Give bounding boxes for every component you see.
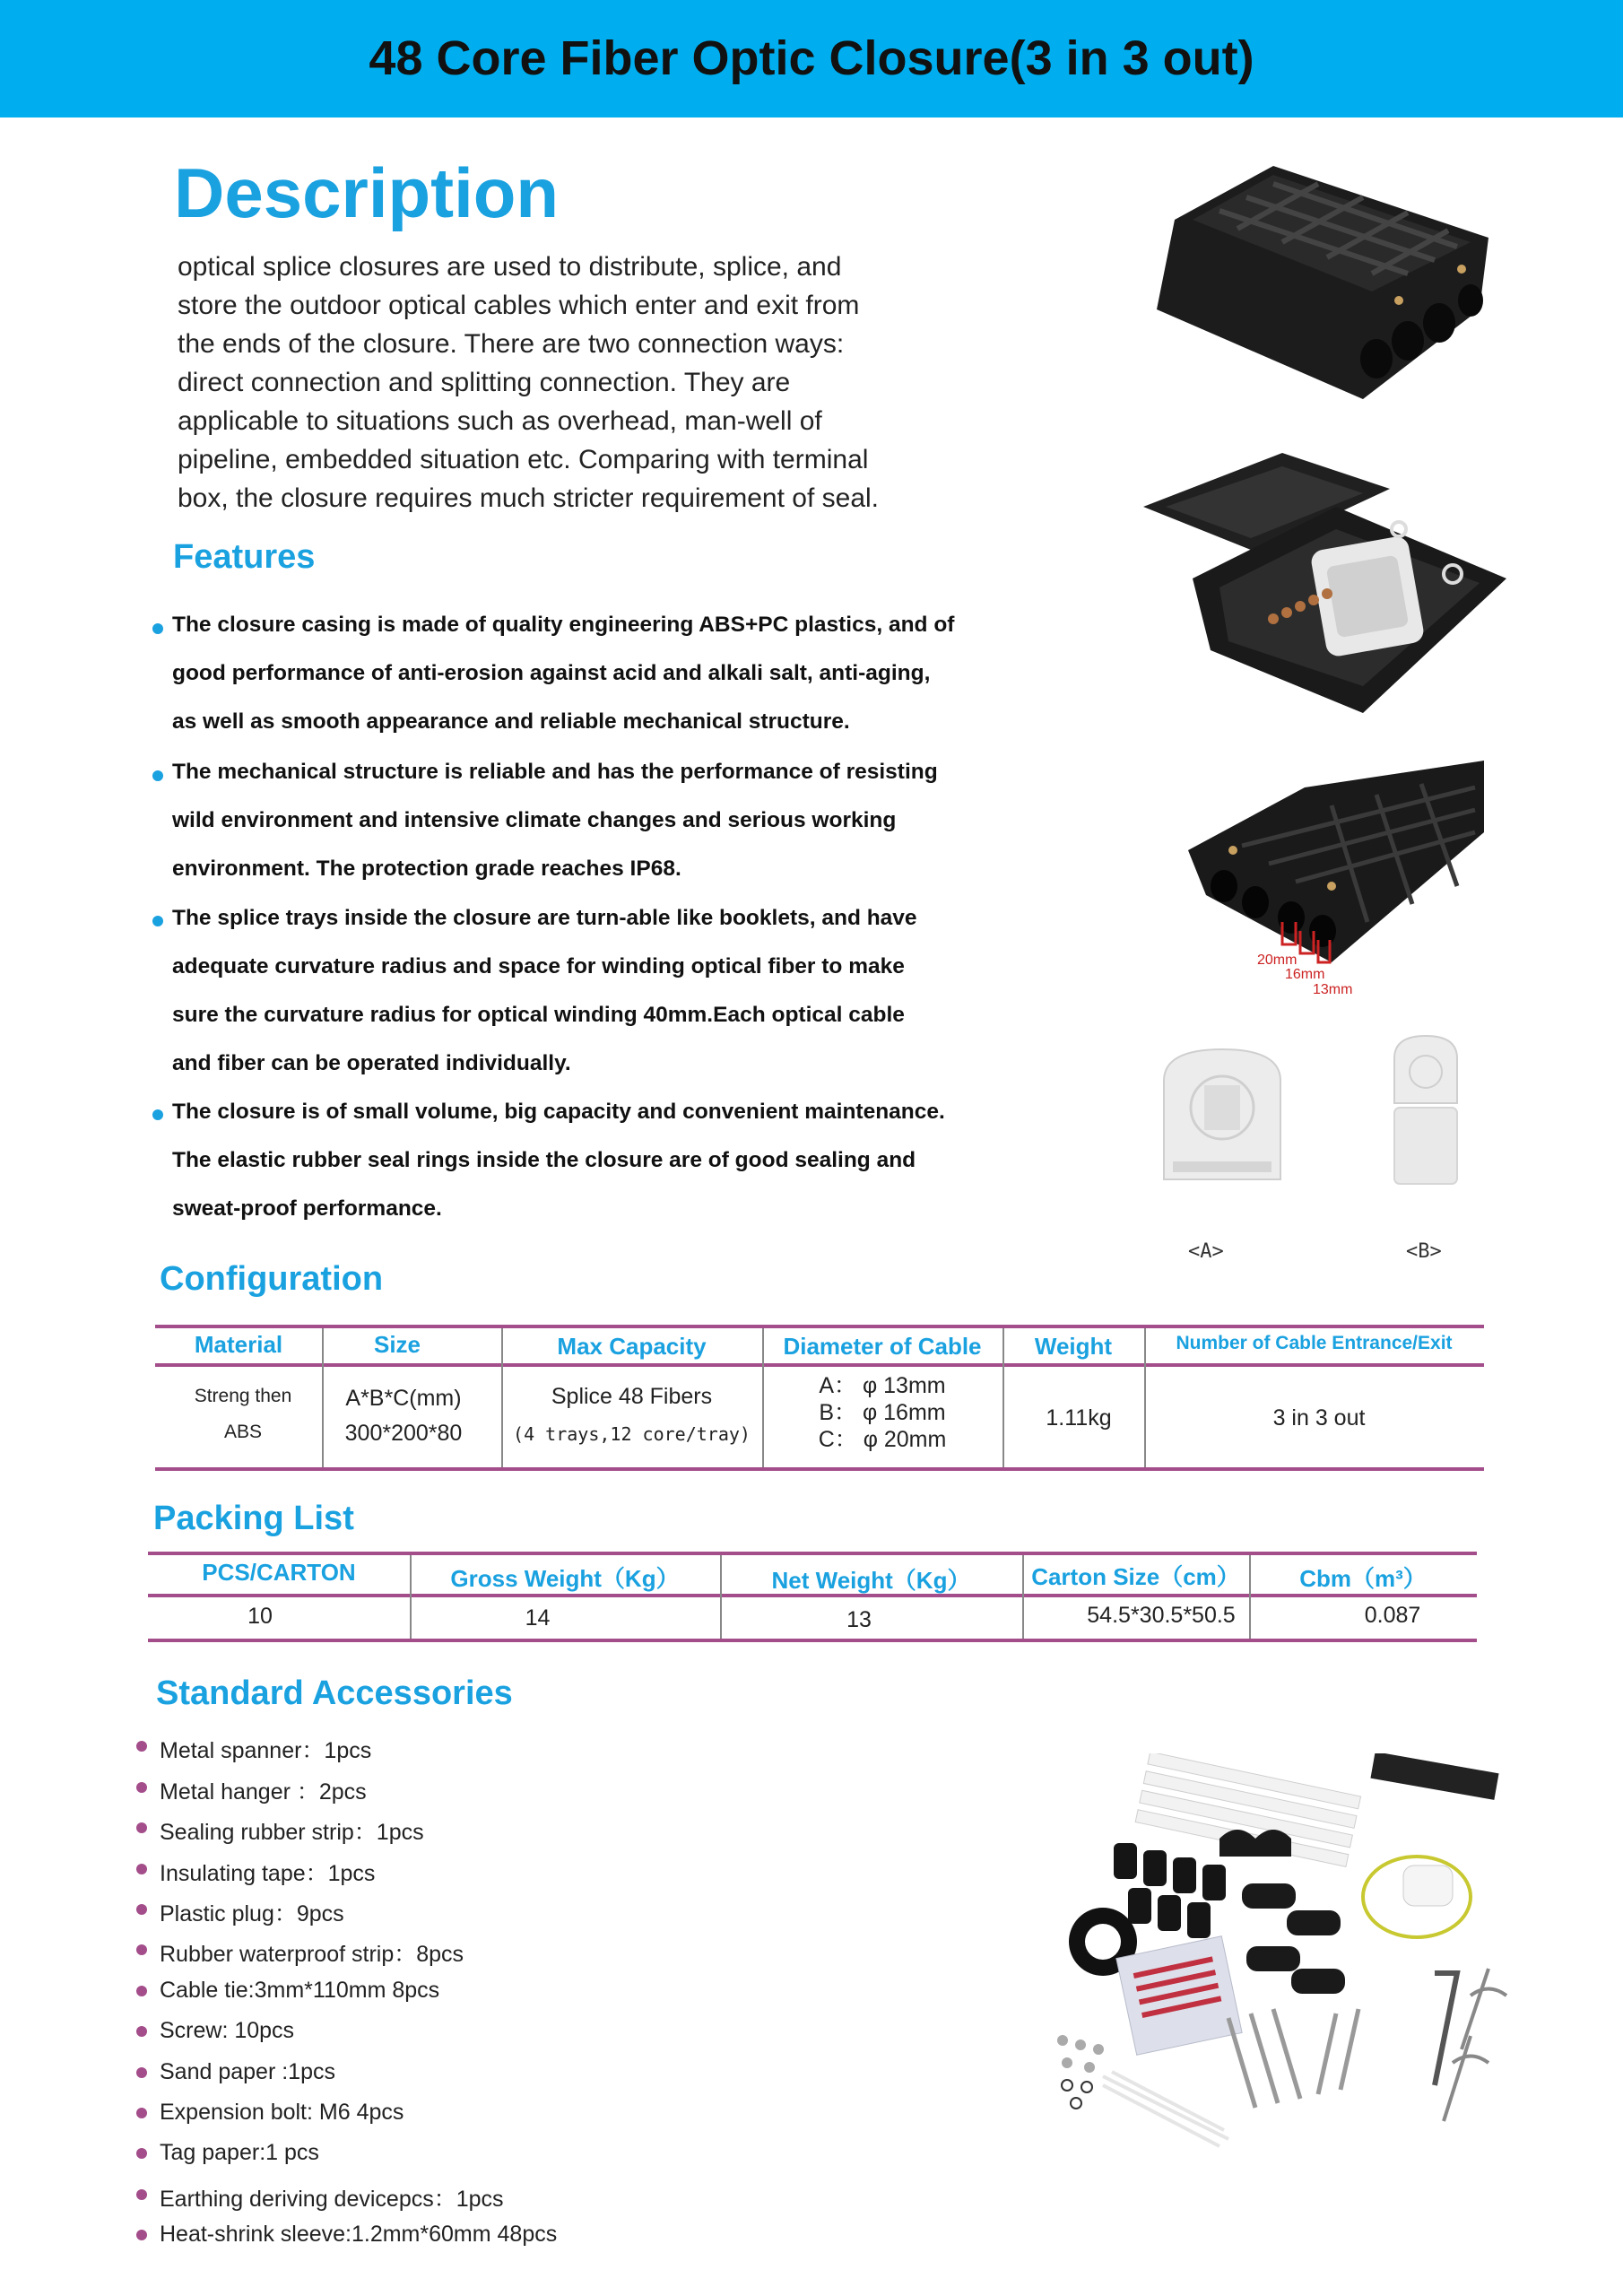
feature-line: environment. The protection grade reaches IP68.	[172, 857, 681, 881]
packing-cell-carton: 54.5*30.5*50.5	[1087, 1603, 1236, 1628]
splice-tray-a-image	[1155, 1045, 1289, 1188]
config-table-top-rule	[155, 1325, 1484, 1328]
accessory-item: Earthing deriving devicepcs：1pcs	[160, 2187, 504, 2212]
accessory-bullet	[136, 1944, 147, 1955]
config-table-header-rule	[155, 1363, 1484, 1367]
config-header-capacity: Max Capacity	[557, 1333, 707, 1360]
description-line: box, the closure requires much stricter requirement of seal.	[178, 483, 880, 513]
accessory-item: Cable tie:3mm*110mm 8pcs	[160, 1978, 440, 2003]
feature-line: The elastic rubber seal rings inside the closure are of good sealing and	[172, 1148, 916, 1172]
feature-line: The mechanical structure is reliable and has the performance of resisting	[172, 760, 938, 784]
description-heading: Description	[174, 153, 560, 232]
description-line: store the outdoor optical cables which enter and exit from	[178, 291, 860, 320]
accessory-item: Heat-shrink sleeve:1.2mm*60mm 48pcs	[160, 2222, 558, 2247]
packing-header-pcs: PCS/CARTON	[202, 1559, 356, 1586]
accessory-item: Rubber waterproof strip：8pcs	[160, 1942, 464, 1967]
feature-line: sweat-proof performance.	[172, 1196, 442, 1221]
accessory-bullet	[136, 2026, 147, 2037]
accessory-item: Screw: 10pcs	[160, 2018, 295, 2043]
accessories-kit-image	[1049, 1753, 1551, 2148]
feature-bullet	[152, 916, 163, 926]
feature-line: The closure is of small volume, big capacity and convenient maintenance.	[172, 1100, 945, 1124]
accessory-item: Sealing rubber strip：1pcs	[160, 1820, 424, 1845]
feature-line: adequate curvature radius and space for winding optical fiber to make	[172, 954, 905, 978]
closure-ports-image	[1188, 761, 1484, 998]
feature-line: as well as smooth appearance and reliable mechanical structure.	[172, 709, 850, 734]
caption-b: <B>	[1406, 1240, 1442, 1263]
packing-heading: Packing List	[153, 1500, 354, 1537]
dim-label: 20mm	[1257, 952, 1298, 968]
accessory-bullet	[136, 2148, 147, 2159]
accessory-bullet	[136, 2067, 147, 2078]
accessory-bullet	[136, 1986, 147, 1996]
config-header-entrance: Number of Cable Entrance/Exit	[1176, 1333, 1453, 1353]
packing-cell-gross: 14	[525, 1605, 551, 1631]
config-cell-diameter: B： φ 16mm	[819, 1400, 946, 1425]
accessory-item: Insulating tape：1pcs	[160, 1861, 376, 1886]
accessory-bullet	[136, 1904, 147, 1915]
config-cell-diameter: C： φ 20mm	[818, 1427, 947, 1452]
accessories-heading: Standard Accessories	[156, 1674, 513, 1712]
accessory-bullet	[136, 2189, 147, 2200]
feature-line: good performance of anti-erosion against acid and alkali salt, anti-aging,	[172, 661, 931, 685]
packing-header-cbm: Cbm（m³）	[1299, 1565, 1427, 1592]
feature-line: The splice trays inside the closure are turn-able like booklets, and have	[172, 906, 917, 930]
accessory-item: Sand paper :1pcs	[160, 2059, 335, 2084]
accessory-item: Metal hanger ：2pcs	[160, 1779, 367, 1805]
config-header-material: Material	[194, 1331, 283, 1358]
page-title: 48 Core Fiber Optic Closure(3 in 3 out)	[369, 31, 1254, 85]
config-cell-diameter: A： φ 13mm	[819, 1373, 946, 1398]
packing-cell-net: 13	[846, 1607, 872, 1632]
config-cell-weight: 1.11kg	[1046, 1405, 1112, 1431]
description-line: applicable to situations such as overhead, man-well of	[178, 406, 822, 436]
feature-bullet	[152, 1109, 163, 1120]
accessory-bullet	[136, 1741, 147, 1752]
accessory-item: Metal spanner：1pcs	[160, 1738, 372, 1763]
config-cell-capacity: Splice 48 Fibers	[551, 1384, 713, 1409]
accessory-item: Expension bolt: M6 4pcs	[160, 2100, 404, 2125]
config-header-weight: Weight	[1034, 1333, 1113, 1360]
config-cell-size: 300*200*80	[344, 1421, 463, 1446]
packing-cell-cbm: 0.087	[1364, 1603, 1421, 1628]
features-heading: Features	[173, 538, 316, 576]
config-table-bottom-rule	[155, 1467, 1484, 1471]
description-line: optical splice closures are used to distribute, splice, and	[178, 252, 842, 282]
accessory-bullet	[136, 1822, 147, 1833]
packing-header-carton: Carton Size（cm）	[1031, 1563, 1240, 1590]
config-cell-size: A*B*C(mm)	[345, 1386, 462, 1411]
feature-bullet	[152, 770, 163, 781]
configuration-heading: Configuration	[160, 1260, 384, 1298]
description-line: pipeline, embedded situation etc. Comparing with terminal	[178, 445, 869, 474]
config-header-diameter: Diameter of Cable	[783, 1333, 982, 1360]
config-cell-material: ABS	[223, 1422, 263, 1442]
description-text	[178, 248, 931, 517]
config-cell-entrance: 3 in 3 out	[1272, 1405, 1366, 1431]
accessory-item: Plastic plug：9pcs	[160, 1901, 344, 1926]
packing-table-top-rule	[148, 1552, 1477, 1555]
accessory-bullet	[136, 2230, 147, 2240]
packing-header-gross: Gross Weight（Kg）	[450, 1565, 680, 1592]
feature-line: sure the curvature radius for optical winding 40mm.Each optical cable	[172, 1003, 905, 1027]
packing-cell-pcs: 10	[247, 1604, 273, 1629]
closure-open-image	[1139, 444, 1515, 722]
config-cell-material: Streng then	[194, 1386, 292, 1406]
packing-header-net: Net Weight（Kg）	[771, 1567, 971, 1594]
caption-a: <A>	[1188, 1240, 1224, 1263]
accessory-bullet	[136, 1864, 147, 1874]
packing-table-bottom-rule	[148, 1639, 1477, 1642]
config-cell-capacity: (4 trays,12 core/tray)	[513, 1423, 751, 1445]
closure-closed-image	[1139, 157, 1506, 417]
config-header-size: Size	[373, 1331, 421, 1358]
feature-bullet	[152, 623, 163, 634]
feature-line: The closure casing is made of quality engineering ABS+PC plastics, and of	[172, 613, 955, 637]
accessory-item: Tag paper:1 pcs	[160, 2140, 319, 2165]
feature-line: and fiber can be operated individually.	[172, 1051, 571, 1075]
dim-label: 13mm	[1313, 982, 1353, 997]
description-line: direct connection and splitting connection. They are	[178, 368, 791, 397]
splice-tray-b-image	[1390, 1031, 1462, 1188]
accessory-bullet	[136, 1782, 147, 1793]
description-line: the ends of the closure. There are two connection ways:	[178, 329, 845, 359]
accessory-bullet	[136, 2108, 147, 2118]
dim-label: 16mm	[1285, 967, 1325, 982]
feature-line: wild environment and intensive climate changes and serious working	[172, 808, 897, 832]
